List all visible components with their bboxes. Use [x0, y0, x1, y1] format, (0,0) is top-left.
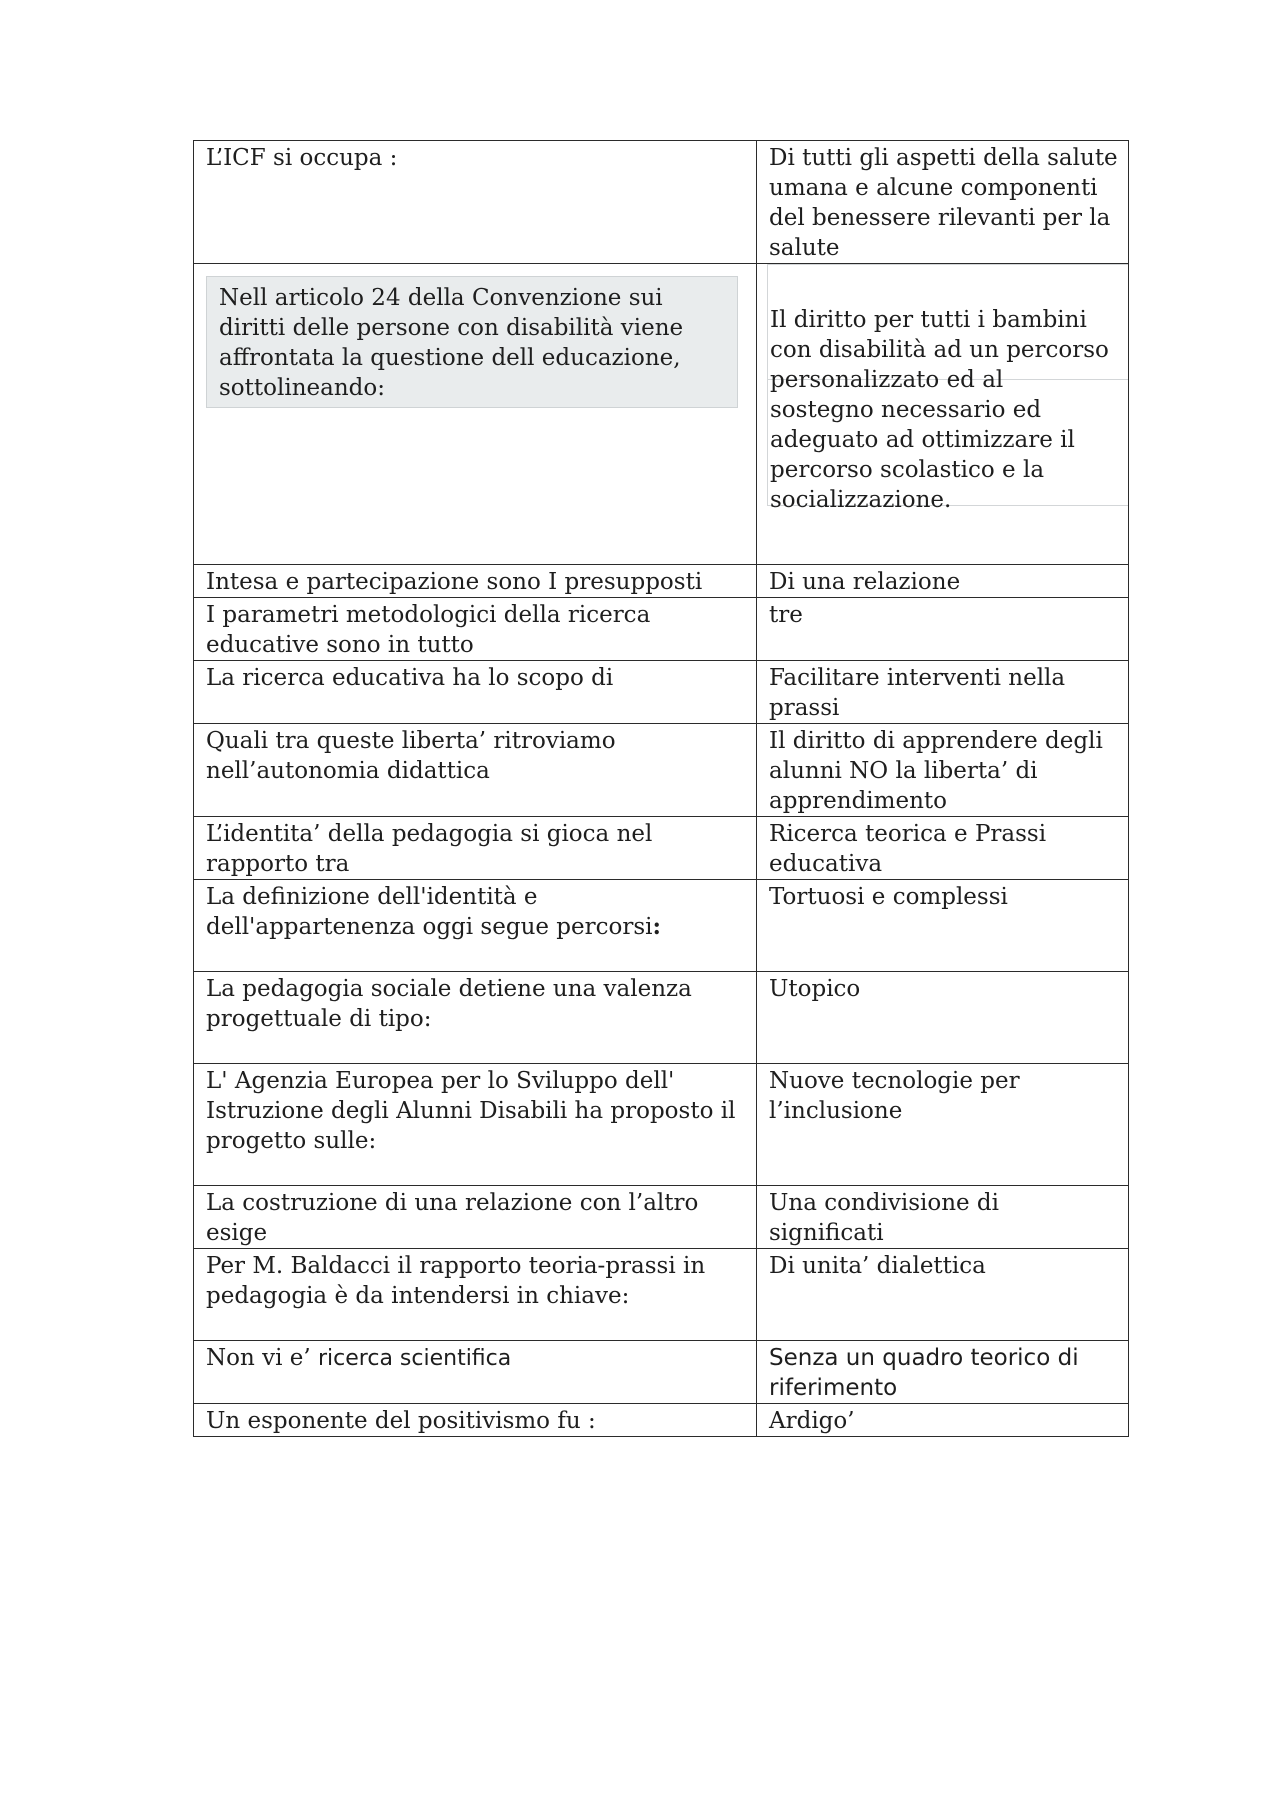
highlighted-question-box: Nell articolo 24 della Convenzione sui diritti delle persone con disabilità viene affrontata la questione dell educazione, sottolineando: [206, 276, 738, 408]
question-cell [194, 880, 757, 972]
question-cell [194, 264, 757, 565]
question-cell: La costruzione di una relazione con l’altro esige [194, 1186, 757, 1249]
question-text: Non vi e’ [206, 1345, 318, 1371]
qa-table [193, 140, 1129, 1437]
answer-cell: Di tutti gli aspetti della salute umana e alcune componenti del benessere rilevanti per la salute [757, 141, 1129, 264]
table-row [194, 1404, 1129, 1437]
answer-cell: Facilitare interventi nella prassi [757, 661, 1129, 724]
question-text-sans: ricerca scientifica [318, 1346, 512, 1371]
answer-cell: Ricerca teorica e Prassi educativa [757, 817, 1129, 880]
table-row [194, 1064, 1129, 1186]
question-text: La definizione dell'identità e dell'appartenenza oggi segue percorsi [206, 884, 653, 940]
table-row [194, 1249, 1129, 1341]
answer-cell: Una condivisione di significati [757, 1186, 1129, 1249]
table-row [194, 264, 1129, 565]
table-row [194, 661, 1129, 724]
answer-cell: Di una relazione [757, 565, 1129, 598]
table-row [194, 972, 1129, 1064]
question-cell: Intesa e partecipazione sono I presupposti [194, 565, 757, 598]
question-cell [194, 1341, 757, 1404]
answer-cell: Tortuosi e complessi [757, 880, 1129, 972]
answer-cell: Ardigo’ [757, 1404, 1129, 1437]
answer-cell: Il diritto di apprendere degli alunni NO la liberta’ di apprendimento [757, 724, 1129, 817]
table-row [194, 565, 1129, 598]
table-row [194, 141, 1129, 264]
table-row [194, 1341, 1129, 1404]
answer-cell [757, 264, 1129, 565]
question-cell: I parametri metodologici della ricerca educative sono in tutto [194, 598, 757, 661]
answer-cell: Nuove tecnologie per l’inclusione [757, 1064, 1129, 1186]
question-cell: L’ICF si occupa : [194, 141, 757, 264]
table-row [194, 880, 1129, 972]
answer-cell: Di unita’ dialettica [757, 1249, 1129, 1341]
table-row [194, 598, 1129, 661]
answer-cell: tre [757, 598, 1129, 661]
answer-cell: Senza un quadro teorico di riferimento [757, 1341, 1129, 1404]
question-cell: Un esponente del positivismo fu : [194, 1404, 757, 1437]
question-cell: L’identita’ della pedagogia si gioca nel rapporto tra [194, 817, 757, 880]
question-cell: Quali tra queste liberta’ ritroviamo nell’autonomia didattica [194, 724, 757, 817]
table-row [194, 817, 1129, 880]
table-row [194, 1186, 1129, 1249]
question-cell: Per M. Baldacci il rapporto teoria-prassi in pedagogia è da intendersi in chiave: [194, 1249, 757, 1341]
answer-text: Il diritto per tutti i bambini con disabilità ad un percorso personalizzato ed al sostegno necessario ed adeguato ad ottimizzare il percorso scolastico e la socializzazione. [770, 307, 1109, 513]
answer-cell: Utopico [757, 972, 1129, 1064]
question-colon: : [652, 913, 662, 940]
question-cell: La pedagogia sociale detiene una valenza progettuale di tipo: [194, 972, 757, 1064]
question-cell: La ricerca educativa ha lo scopo di [194, 661, 757, 724]
table-row [194, 724, 1129, 817]
question-cell: L' Agenzia Europea per lo Sviluppo dell' Istruzione degli Alunni Disabili ha proposto il progetto sulle: [194, 1064, 757, 1186]
